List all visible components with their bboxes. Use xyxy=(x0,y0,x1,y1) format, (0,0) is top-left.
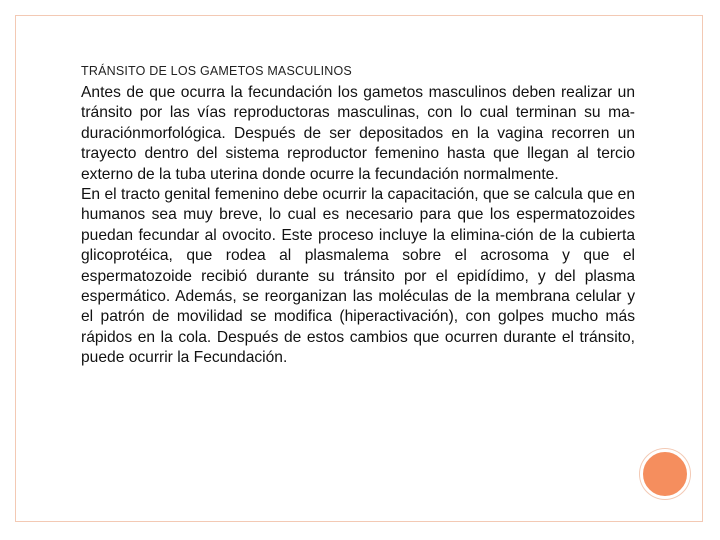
accent-circle-decoration xyxy=(640,449,690,499)
paragraph-1: Antes de que ocurra la fecundación los gametos masculinos deben realizar un tránsito por las vías reproductoras masculinas, con lo cual terminan su ma-duraciónmorfológica. Después de ser depositados en la vagina recorren un trayecto dentro del sistema reproductor femenino hasta que llegan al tercio externo de la tuba uterina donde ocurre la fecundación normalmente. xyxy=(81,84,635,183)
paragraph-2: En el tracto genital femenino debe ocurrir la capacitación, que se calcula que en humanos sea muy breve, lo cual es necesario para que los espermatozoides puedan fecundar al ovocito. Este proceso incluye la elimina-ción de la cubierta glicoprotéica, que rodea al plasmalema sobre el acrosoma y que el espermatozoide recibió durante su tránsito por el epidídimo, y del plasma espermático. Además, se reorganizan las moléculas de la membrana celular y el patrón de movilidad se modifica (hiperactivación), con golpes mucho más rápidos en la cola. Después de estos cambios que ocurren durante el tránsito, puede ocurrir la Fecundación. xyxy=(81,186,635,367)
slide-body xyxy=(81,83,635,369)
slide-heading: TRÁNSITO DE LOS GAMETOS MASCULINOS xyxy=(81,64,352,78)
